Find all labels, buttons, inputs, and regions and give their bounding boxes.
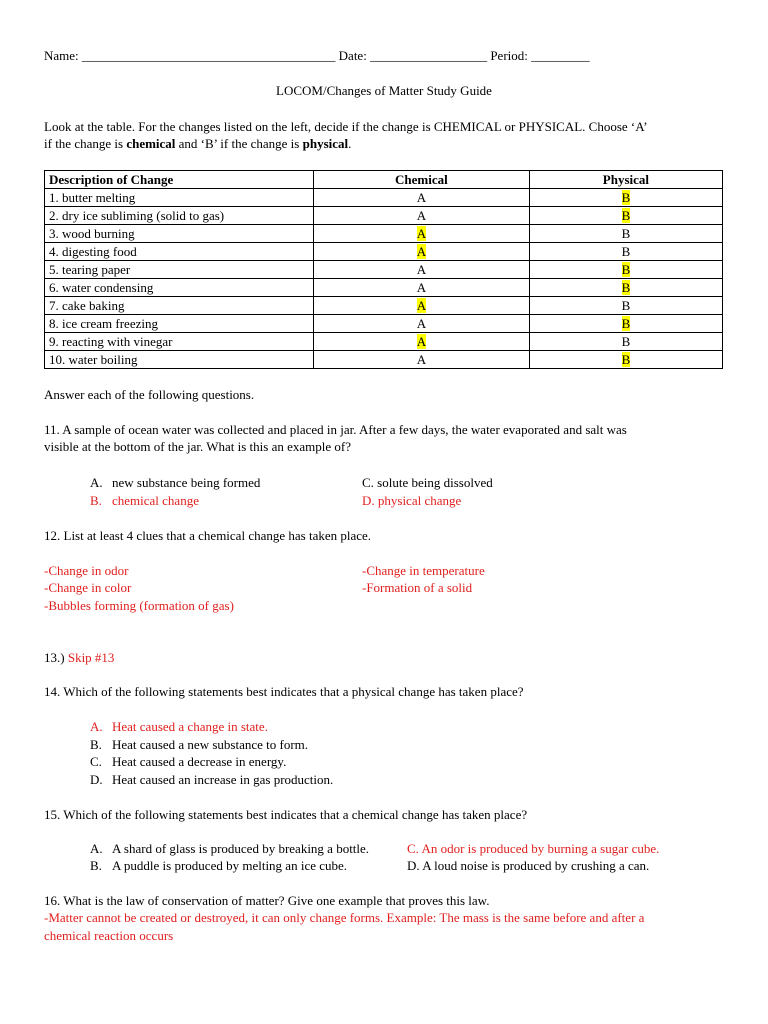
physical-choice[interactable]: B — [621, 208, 631, 223]
chemical-choice[interactable]: A — [416, 352, 427, 367]
question-11-line-1: 11. A sample of ocean water was collected and placed in jar. After a few days, the water evaporated and salt was — [44, 422, 627, 437]
q16-answer-line-1: -Matter cannot be created or destroyed, it can only change forms. Example: The mass is the same before and after a — [44, 910, 645, 925]
question-13: 13.) Skip #13 — [44, 650, 115, 665]
table-row — [45, 315, 723, 333]
chemical-choice-cell — [314, 261, 530, 279]
physical-choice[interactable]: B — [621, 316, 631, 331]
q14-option-a[interactable]: A. Heat caused a change in state. — [90, 719, 268, 734]
physical-choice-cell — [529, 351, 722, 369]
chemical-choice[interactable]: A — [416, 334, 427, 349]
change-description: 2. dry ice subliming (solid to gas) — [45, 207, 314, 225]
period-label: Period: — [490, 48, 528, 63]
chemical-choice[interactable]: A — [416, 226, 427, 241]
physical-choice[interactable]: B — [621, 226, 631, 241]
table-row — [45, 351, 723, 369]
q14-option-d[interactable]: D. Heat caused an increase in gas production. — [90, 772, 334, 787]
q12-answer-temperature: -Change in temperature — [362, 563, 485, 578]
q13-answer: Skip #13 — [67, 650, 115, 665]
chemical-choice[interactable]: A — [416, 298, 427, 313]
chemical-choice-cell — [314, 279, 530, 297]
physical-choice-cell — [529, 279, 722, 297]
chemical-choice[interactable]: A — [416, 280, 427, 295]
question-12: 12. List at least 4 clues that a chemical change has taken place. — [44, 528, 372, 543]
name-field[interactable]: _______________________________________ — [81, 48, 336, 63]
header-line — [44, 48, 590, 64]
page-title: LOCOM/Changes of Matter Study Guide — [276, 83, 492, 98]
physical-choice[interactable]: B — [621, 262, 631, 277]
changes-table — [44, 170, 723, 369]
table-row — [45, 207, 723, 225]
physical-choice-cell — [529, 189, 722, 207]
table-body — [45, 189, 723, 369]
physical-choice[interactable]: B — [621, 190, 631, 205]
table-row — [45, 243, 723, 261]
q16-answer-line-2: chemical reaction occurs — [44, 928, 174, 943]
chemical-choice-cell — [314, 297, 530, 315]
chemical-choice-cell — [314, 351, 530, 369]
q11-option-c[interactable]: C. solute being dissolved — [362, 475, 493, 490]
chemical-word: chemical — [126, 136, 176, 151]
change-description: 9. reacting with vinegar — [45, 333, 314, 351]
chemical-choice-cell — [314, 189, 530, 207]
change-description: 7. cake baking — [45, 297, 314, 315]
chemical-choice[interactable]: A — [416, 262, 427, 277]
q12-answer-odor: -Change in odor — [44, 563, 129, 578]
name-label: Name: — [44, 48, 79, 63]
chemical-choice-cell — [314, 333, 530, 351]
question-14: 14. Which of the following statements best indicates that a physical change has taken place? — [44, 684, 524, 699]
q11-option-b[interactable]: B. chemical change — [90, 493, 199, 508]
column-header-description: Description of Change — [45, 171, 314, 189]
physical-choice-cell — [529, 225, 722, 243]
table-row — [45, 189, 723, 207]
chemical-choice-cell — [314, 225, 530, 243]
chemical-choice-cell — [314, 315, 530, 333]
table-row — [45, 261, 723, 279]
physical-choice-cell — [529, 333, 722, 351]
q14-option-b[interactable]: B. Heat caused a new substance to form. — [90, 737, 309, 752]
table-row — [45, 297, 723, 315]
date-field[interactable]: __________________ — [370, 48, 488, 63]
answer-prompt: Answer each of the following questions. — [44, 387, 255, 402]
q12-answer-bubbles: -Bubbles forming (formation of gas) — [44, 598, 234, 613]
physical-choice-cell — [529, 297, 722, 315]
question-15: 15. Which of the following statements best indicates that a chemical change has taken place? — [44, 807, 528, 822]
change-description: 10. water boiling — [45, 351, 314, 369]
physical-choice[interactable]: B — [621, 244, 631, 259]
physical-word: physical — [302, 136, 349, 151]
instructions-line-2: if the change is chemical and ‘B’ if the change is physical. — [44, 136, 352, 151]
chemical-choice[interactable]: A — [416, 316, 427, 331]
q12-answer-color: -Change in color — [44, 580, 132, 595]
period-field[interactable]: _________ — [531, 48, 590, 63]
column-header-physical: Physical — [529, 171, 722, 189]
table-header-row — [45, 171, 723, 189]
q12-answer-solid: -Formation of a solid — [362, 580, 473, 595]
question-11-line-2: visible at the bottom of the jar. What is this an example of? — [44, 439, 351, 454]
physical-choice-cell — [529, 315, 722, 333]
physical-choice[interactable]: B — [621, 280, 631, 295]
change-description: 5. tearing paper — [45, 261, 314, 279]
physical-choice[interactable]: B — [621, 298, 631, 313]
table-row — [45, 225, 723, 243]
chemical-choice-cell — [314, 243, 530, 261]
change-description: 8. ice cream freezing — [45, 315, 314, 333]
q11-option-d[interactable]: D. physical change — [362, 493, 462, 508]
chemical-choice[interactable]: A — [416, 208, 427, 223]
physical-choice-cell — [529, 243, 722, 261]
q15-option-a[interactable]: A. A shard of glass is produced by breaking a bottle. — [90, 841, 370, 856]
chemical-choice[interactable]: A — [416, 244, 427, 259]
change-description: 6. water condensing — [45, 279, 314, 297]
change-description: 4. digesting food — [45, 243, 314, 261]
q11-option-a[interactable]: A. new substance being formed — [90, 475, 261, 490]
table-row — [45, 279, 723, 297]
chemical-choice-cell — [314, 207, 530, 225]
q14-option-c[interactable]: C. Heat caused a decrease in energy. — [90, 754, 287, 769]
physical-choice-cell — [529, 261, 722, 279]
q15-option-b[interactable]: B. A puddle is produced by melting an ice cube. — [90, 858, 348, 873]
column-header-chemical: Chemical — [314, 171, 530, 189]
instructions-line-1: Look at the table. For the changes listed on the left, decide if the change is CHEMICAL or PHYSICAL. Choose ‘A’ — [44, 119, 648, 134]
change-description: 3. wood burning — [45, 225, 314, 243]
q15-option-d[interactable]: D. A loud noise is produced by crushing a can. — [407, 858, 650, 873]
physical-choice[interactable]: B — [621, 352, 631, 367]
change-description: 1. butter melting — [45, 189, 314, 207]
physical-choice-cell — [529, 207, 722, 225]
date-label: Date: — [338, 48, 367, 63]
chemical-choice[interactable]: A — [416, 190, 427, 205]
question-16: 16. What is the law of conservation of matter? Give one example that proves this law. — [44, 893, 490, 908]
table-row — [45, 333, 723, 351]
physical-choice[interactable]: B — [621, 334, 631, 349]
q15-option-c[interactable]: C. An odor is produced by burning a sugar cube. — [407, 841, 660, 856]
